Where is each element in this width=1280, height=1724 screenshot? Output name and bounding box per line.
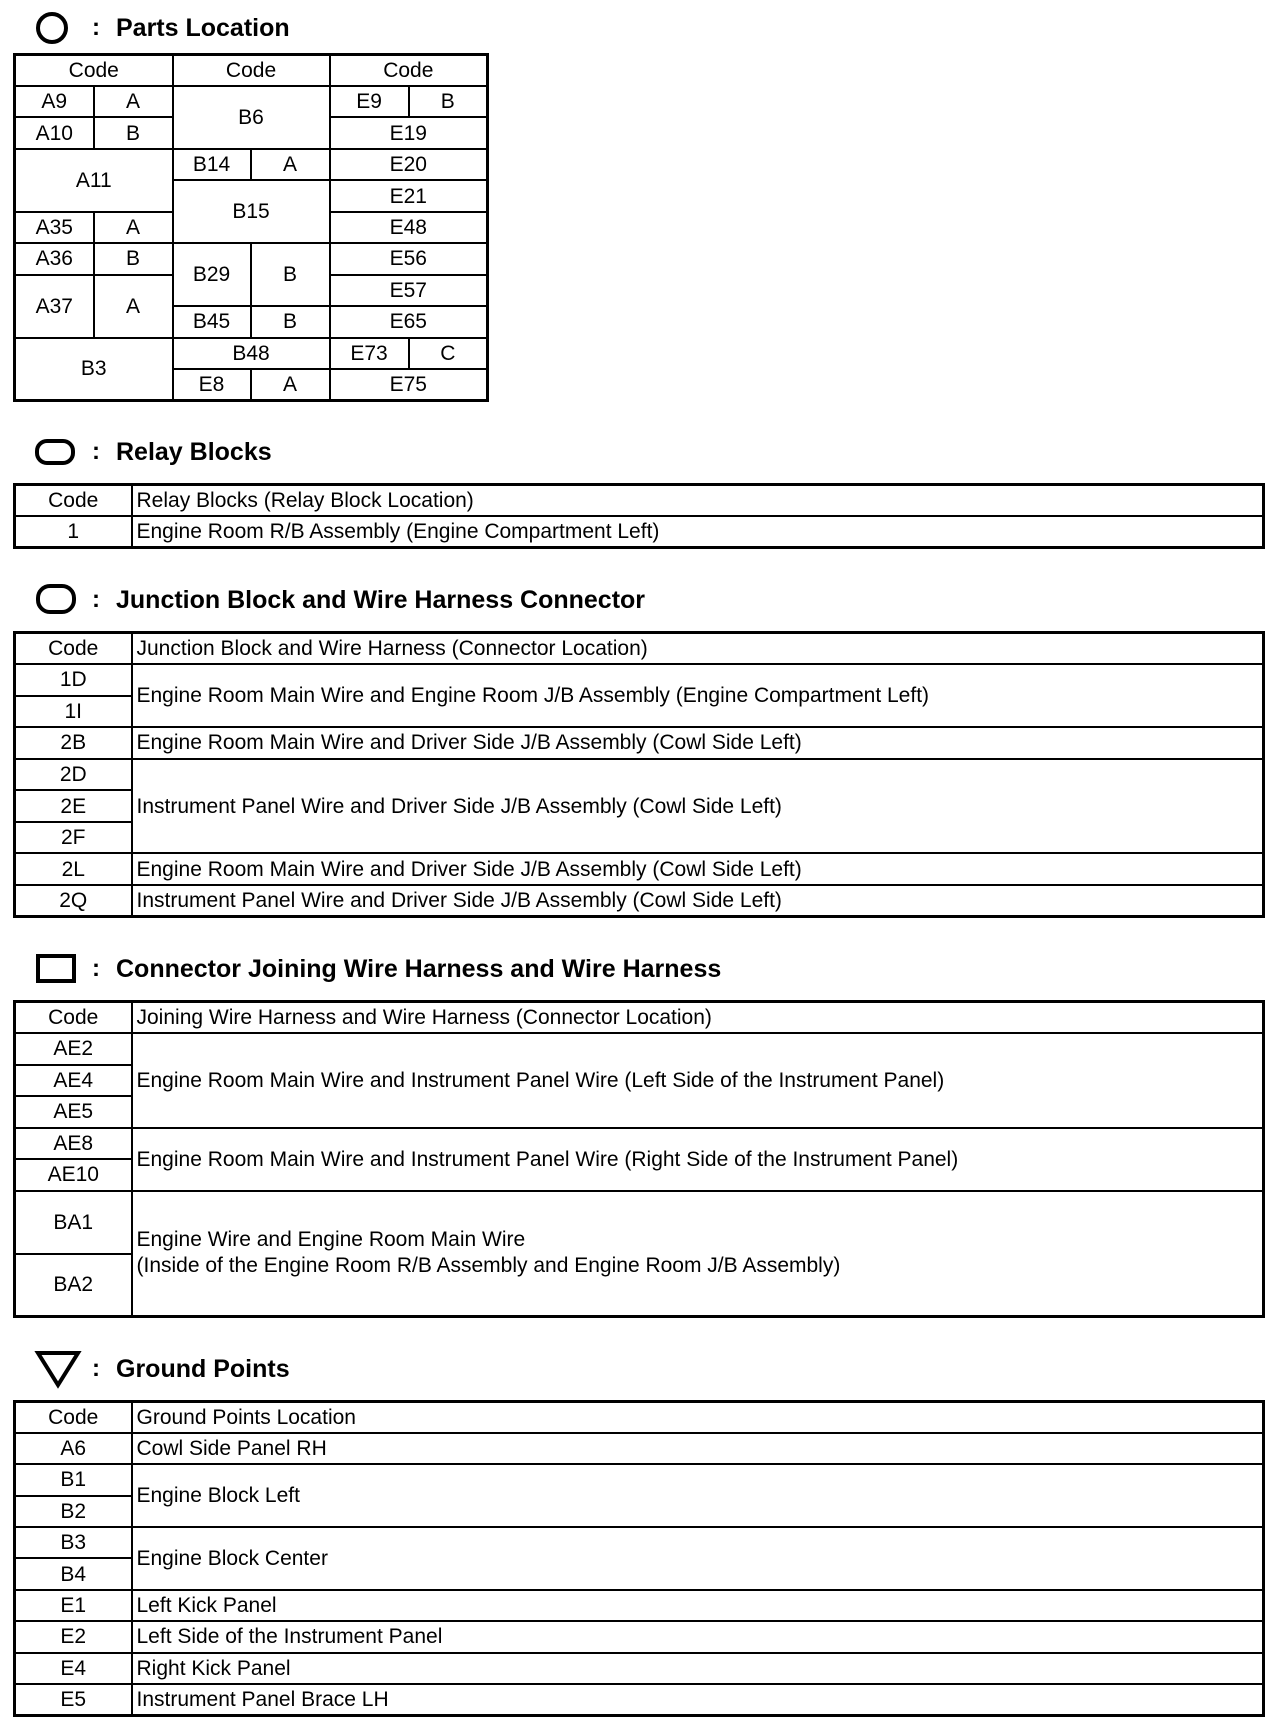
code-cell: B1 [15,1464,132,1495]
description-cell: Engine Room Main Wire and Engine Room J/B Assembly (Engine Compartment Left) [132,664,1264,727]
oval-icon [34,580,82,620]
description-cell: Instrument Panel Brace LH [132,1684,1264,1715]
ground-points-table [13,1400,1265,1717]
code-cell: B45 [173,306,251,337]
code-cell: 1 [15,516,132,548]
suffix-cell: B [251,306,330,337]
header-colon: : [92,955,100,982]
suffix-cell: A [251,149,330,180]
description-cell: Engine Block Center [132,1527,1264,1590]
description-cell: Engine Room Main Wire and Driver Side J/B Assembly (Cowl Side Left) [132,853,1264,885]
suffix-cell: B [94,243,173,274]
rounded-rect-icon [34,432,82,472]
table-row [15,516,1264,548]
description-line: Engine Wire and Engine Room Main Wire [136,1228,526,1251]
column-header: Code [15,1002,132,1034]
code-cell: 2B [15,727,132,759]
code-cell: B48 [173,338,330,369]
column-header: Code [15,1402,132,1433]
code-cell: B6 [173,86,330,149]
code-cell: E57 [330,275,488,306]
suffix-cell: A [251,369,330,400]
code-cell: E8 [173,369,251,400]
parts-location-table [13,53,489,402]
section-title: Junction Block and Wire Harness Connector [116,585,646,614]
code-cell: E5 [15,1684,132,1715]
code-cell: E2 [15,1621,132,1652]
code-cell: E48 [330,212,488,243]
column-header: Ground Points Location [132,1402,1264,1433]
column-header: Code [330,55,488,86]
description-cell: Engine Block Left [132,1464,1264,1527]
suffix-cell: A [94,212,173,243]
code-cell: B3 [15,1527,132,1558]
suffix-cell: B [94,117,173,148]
connector-joining-table [13,1000,1265,1318]
code-cell: AE8 [15,1128,132,1160]
circle-icon [34,8,82,48]
code-cell: E21 [330,180,488,211]
code-cell: E9 [330,86,409,117]
code-cell: E19 [330,117,488,148]
suffix-cell: C [409,338,488,369]
code-cell: A36 [15,243,94,274]
description-line: (Inside of the Engine Room R/B Assembly and Engine Room J/B Assembly) [136,1254,841,1278]
column-header: Code [15,485,132,517]
ground-points-header [34,1349,290,1389]
triangle-down-icon [34,1349,82,1389]
column-header: Code [15,55,173,86]
description-cell: Left Side of the Instrument Panel [132,1621,1264,1652]
description-cell: Left Kick Panel [132,1590,1264,1621]
column-header: Relay Blocks (Relay Block Location) [132,485,1264,517]
code-cell: 2F [15,822,132,854]
parts-location-header [34,8,290,48]
code-cell: E73 [330,338,409,369]
code-cell: AE10 [15,1159,132,1191]
code-cell: A10 [15,117,94,148]
code-cell: 2E [15,790,132,822]
code-cell: AE4 [15,1065,132,1097]
code-cell: E65 [330,306,488,337]
code-cell: 2D [15,759,132,791]
code-cell: B4 [15,1558,132,1589]
code-cell: AE2 [15,1033,132,1065]
code-cell: B3 [15,338,173,401]
junction-block-header [34,580,645,620]
header-colon: : [92,1355,100,1382]
suffix-cell: A [94,275,173,338]
suffix-cell: B [409,86,488,117]
code-cell: A6 [15,1433,132,1464]
code-cell: AE5 [15,1096,132,1128]
code-cell: E56 [330,243,488,274]
relay-blocks-table [13,483,1265,549]
column-header: Code [15,633,132,665]
code-cell: A9 [15,86,94,117]
relay-blocks-header [34,432,272,472]
description-cell: Engine Room Main Wire and Instrument Panel Wire (Left Side of the Instrument Panel) [132,1033,1264,1128]
code-cell: B29 [173,243,251,306]
code-cell: 1I [15,696,132,728]
code-cell: BA2 [15,1254,132,1317]
section-title: Ground Points [116,1354,290,1383]
column-header: Junction Block and Wire Harness (Connector Location) [132,633,1264,665]
code-cell: BA1 [15,1191,132,1254]
code-cell: 1D [15,664,132,696]
header-colon: : [92,14,100,41]
section-title: Connector Joining Wire Harness and Wire Harness [116,954,722,983]
suffix-cell: A [94,86,173,117]
code-cell: E20 [330,149,488,180]
description-cell: Cowl Side Panel RH [132,1433,1264,1464]
code-cell: A35 [15,212,94,243]
description-cell: Engine Room Main Wire and Driver Side J/B Assembly (Cowl Side Left) [132,727,1264,759]
code-cell: 2L [15,853,132,885]
description-cell: Instrument Panel Wire and Driver Side J/B Assembly (Cowl Side Left) [132,759,1264,854]
code-cell: 2Q [15,885,132,917]
code-cell: A37 [15,275,94,338]
square-icon [34,949,82,989]
code-cell: E4 [15,1653,132,1684]
code-cell: E1 [15,1590,132,1621]
column-header: Code [173,55,330,86]
description-cell: Right Kick Panel [132,1653,1264,1684]
column-header: Joining Wire Harness and Wire Harness (Connector Location) [132,1002,1264,1034]
code-cell: A11 [15,149,173,212]
connector-joining-header [34,949,721,989]
description-cell: Engine Room Main Wire and Instrument Panel Wire (Right Side of the Instrument Panel) [132,1128,1264,1191]
suffix-cell: B [251,243,330,306]
section-title: Relay Blocks [116,437,272,466]
header-colon: : [92,438,100,465]
description-cell: Engine Room R/B Assembly (Engine Compartment Left) [132,516,1264,548]
code-cell: E75 [330,369,488,400]
description-cell [132,1191,1264,1317]
junction-block-table [13,631,1265,918]
code-cell: B14 [173,149,251,180]
description-cell: Instrument Panel Wire and Driver Side J/B Assembly (Cowl Side Left) [132,885,1264,917]
section-title: Parts Location [116,13,290,42]
header-colon: : [92,586,100,613]
code-cell: B2 [15,1496,132,1527]
code-cell: B15 [173,180,330,243]
